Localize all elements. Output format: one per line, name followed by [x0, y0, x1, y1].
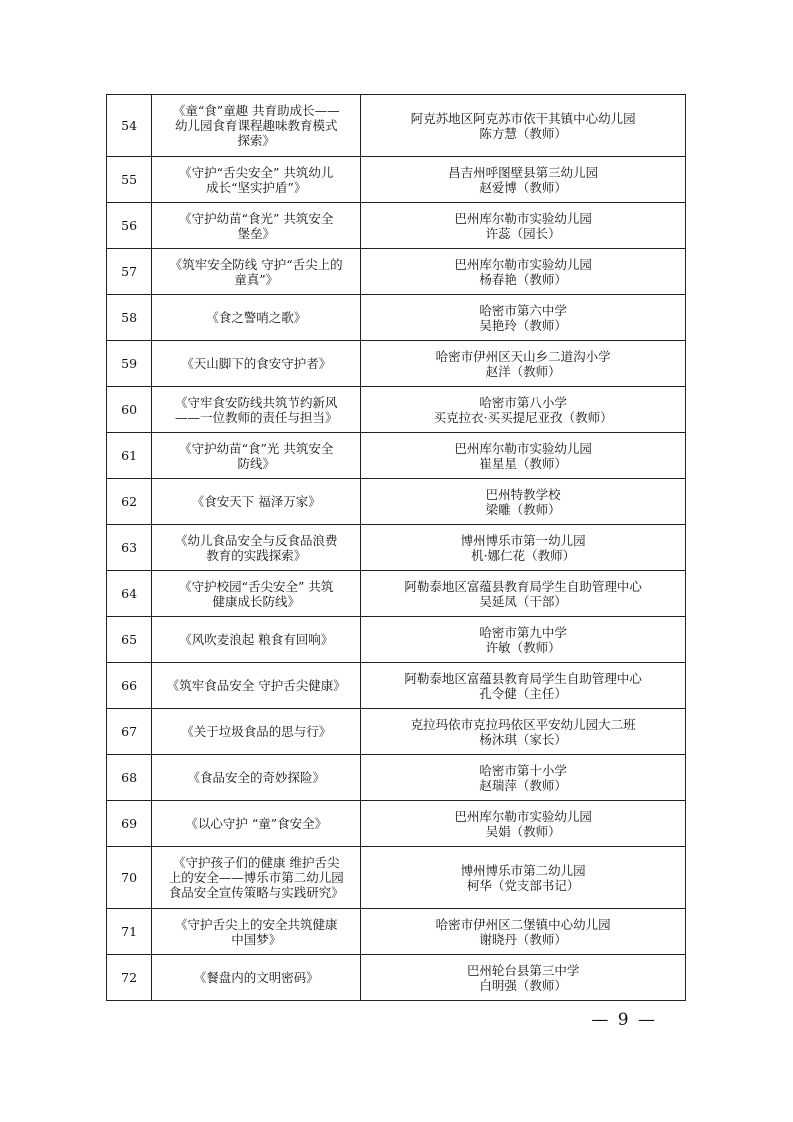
work-title-line: 《守护校园“舌尖安全” 共筑 [179, 578, 334, 594]
table-row [107, 341, 686, 387]
work-title-line: 成长“坚实护盾”》 [206, 179, 307, 195]
row-number: 56 [107, 203, 152, 249]
work-title-line: 《守护幼苗“食光” 共筑安全 [179, 210, 334, 226]
row-number: 61 [107, 433, 152, 479]
work-title-cell [152, 249, 361, 295]
table-row [107, 847, 686, 909]
awards-table-body [107, 95, 686, 1001]
table-row [107, 755, 686, 801]
work-title-line: 《守护孩子们的健康 维护舌尖 [172, 855, 340, 870]
author-name: 赵洋（教师） [485, 363, 561, 379]
unit-author-cell [361, 341, 686, 387]
work-title-line: 《守牢食安防线共筑节约新风 [174, 394, 338, 410]
unit-name: 博州博乐市第二幼儿园 [460, 862, 586, 878]
unit-name: 哈密市第六中学 [479, 302, 567, 318]
row-number: 72 [107, 955, 152, 1001]
unit-author-cell [361, 755, 686, 801]
author-name: 许敏（教师） [485, 639, 561, 655]
unit-name: 克拉玛依市克拉玛依区平安幼儿园大二班 [410, 716, 636, 732]
author-name: 柯华（党支部书记） [466, 877, 580, 893]
work-title-cell [152, 479, 361, 525]
work-title-line: 《守护舌尖上的安全共筑健康 [174, 916, 338, 932]
table-row [107, 709, 686, 755]
author-name: 陈方慧（教师） [479, 125, 567, 141]
author-name: 梁雕（教师） [485, 501, 561, 517]
author-name: 吴延凤（干部） [479, 593, 567, 609]
unit-author-cell [361, 617, 686, 663]
unit-name: 阿勒泰地区富蕴县教育局学生自助管理中心 [404, 670, 642, 686]
unit-author-cell [361, 295, 686, 341]
work-title-line: 探索》 [237, 133, 275, 148]
table-row [107, 571, 686, 617]
row-number: 71 [107, 909, 152, 955]
row-number: 66 [107, 663, 152, 709]
author-name: 孔令健（主任） [479, 685, 567, 701]
unit-author-cell [361, 433, 686, 479]
author-name: 赵瑞萍（教师） [479, 777, 567, 793]
unit-author-cell [361, 525, 686, 571]
unit-author-cell [361, 847, 686, 909]
work-title-line: 《食之警哨之歌》 [206, 310, 307, 325]
unit-name: 阿勒泰地区富蕴县教育局学生自助管理中心 [404, 578, 642, 594]
unit-name: 哈密市第八小学 [479, 394, 567, 410]
author-name: 赵爱博（教师） [479, 179, 567, 195]
row-number: 54 [107, 95, 152, 157]
work-title-cell [152, 341, 361, 387]
work-title-line: 《食安天下 福泽万家》 [191, 494, 321, 509]
work-title-line: 教育的实践探索》 [206, 547, 307, 563]
table-row [107, 387, 686, 433]
table-row [107, 479, 686, 525]
work-title-cell [152, 157, 361, 203]
work-title-line: 《关于垃圾食品的思与行》 [181, 724, 332, 739]
row-number: 68 [107, 755, 152, 801]
work-title-cell [152, 433, 361, 479]
awards-table-container [106, 94, 686, 1001]
work-title-cell [152, 847, 361, 909]
work-title-line: 《以心守护 “童”食安全》 [185, 816, 328, 831]
work-title-line: 《守护“舌尖安全” 共筑幼儿 [179, 164, 334, 180]
unit-name: 巴州库尔勒市实验幼儿园 [454, 256, 592, 272]
row-number: 64 [107, 571, 152, 617]
unit-author-cell [361, 157, 686, 203]
work-title-cell [152, 801, 361, 847]
unit-author-cell [361, 801, 686, 847]
work-title-line: 《童“食”童趣 共育助成长—— [172, 103, 340, 118]
work-title-line: 堡垒》 [237, 225, 275, 241]
work-title-line: ——一位教师的责任与担当》 [174, 409, 338, 425]
table-row [107, 801, 686, 847]
work-title-cell [152, 617, 361, 663]
table-row [107, 95, 686, 157]
work-title-line: 幼儿园食育课程趣味教育模式 [174, 118, 338, 133]
row-number: 60 [107, 387, 152, 433]
work-title-cell [152, 203, 361, 249]
unit-name: 昌吉州呼图壁县第三幼儿园 [448, 164, 599, 180]
author-name: 崔星星（教师） [479, 455, 567, 471]
work-title-cell [152, 571, 361, 617]
table-row [107, 663, 686, 709]
row-number: 63 [107, 525, 152, 571]
row-number: 65 [107, 617, 152, 663]
table-row [107, 249, 686, 295]
work-title-line: 《食品安全的奇妙探险》 [187, 770, 325, 785]
author-name: 吴娟（教师） [485, 823, 561, 839]
work-title-cell [152, 755, 361, 801]
table-row [107, 295, 686, 341]
row-number: 67 [107, 709, 152, 755]
work-title-line: 《守护幼苗“食”光 共筑安全 [179, 440, 334, 456]
unit-name: 巴州轮台县第三中学 [466, 962, 580, 978]
unit-name: 哈密市第九中学 [479, 624, 567, 640]
row-number: 55 [107, 157, 152, 203]
table-row [107, 617, 686, 663]
row-number: 59 [107, 341, 152, 387]
work-title-cell [152, 525, 361, 571]
work-title-line: 中国梦》 [231, 931, 282, 947]
unit-name: 哈密市伊州区二堡镇中心幼儿园 [435, 916, 611, 932]
table-row [107, 955, 686, 1001]
work-title-cell [152, 709, 361, 755]
unit-name: 阿克苏地区阿克苏市依干其镇中心幼儿园 [410, 110, 636, 126]
work-title-cell [152, 295, 361, 341]
unit-author-cell [361, 663, 686, 709]
author-name: 许蕊（园长） [485, 225, 561, 241]
awards-table [106, 94, 686, 1001]
table-row [107, 909, 686, 955]
table-row [107, 525, 686, 571]
work-title-line: 《筑牢安全防线 守护“舌尖上的 [169, 256, 343, 272]
unit-author-cell [361, 95, 686, 157]
work-title-line: 《风吹麦浪起 粮食有回响》 [179, 632, 334, 647]
unit-author-cell [361, 479, 686, 525]
author-name: 杨春艳（教师） [479, 271, 567, 287]
row-number: 62 [107, 479, 152, 525]
row-number: 70 [107, 847, 152, 909]
unit-name: 博州博乐市第一幼儿园 [460, 532, 586, 548]
work-title-cell [152, 909, 361, 955]
author-name: 谢晓丹（教师） [479, 931, 567, 947]
work-title-line: 上的安全——博乐市第二幼儿园 [168, 870, 344, 885]
unit-author-cell [361, 909, 686, 955]
row-number: 57 [107, 249, 152, 295]
work-title-line: 童真”》 [234, 271, 279, 287]
work-title-line: 《餐盘内的文明密码》 [193, 970, 319, 985]
author-name: 吴艳玲（教师） [479, 317, 567, 333]
unit-author-cell [361, 955, 686, 1001]
work-title-cell [152, 387, 361, 433]
author-name: 机·娜仁花（教师） [471, 547, 576, 563]
unit-name: 巴州特教学校 [485, 486, 561, 502]
work-title-line: 《筑牢食品安全 守护舌尖健康》 [166, 678, 346, 693]
table-row [107, 203, 686, 249]
author-name: 买克拉衣·买买提尼亚孜（教师） [433, 409, 613, 425]
work-title-cell [152, 663, 361, 709]
unit-author-cell [361, 571, 686, 617]
work-title-line: 《幼儿食品安全与反食品浪费 [174, 532, 338, 548]
work-title-line: 健康成长防线》 [212, 593, 300, 609]
unit-author-cell [361, 249, 686, 295]
table-row [107, 157, 686, 203]
work-title-cell [152, 955, 361, 1001]
work-title-line: 防线》 [237, 455, 275, 471]
table-row [107, 433, 686, 479]
unit-name: 巴州库尔勒市实验幼儿园 [454, 210, 592, 226]
row-number: 69 [107, 801, 152, 847]
unit-author-cell [361, 709, 686, 755]
unit-name: 巴州库尔勒市实验幼儿园 [454, 440, 592, 456]
unit-author-cell [361, 387, 686, 433]
author-name: 杨沐琪（家长） [479, 731, 567, 747]
author-name: 白明强（教师） [479, 977, 567, 993]
unit-author-cell [361, 203, 686, 249]
page-number: — 9 — [591, 1010, 657, 1030]
row-number: 58 [107, 295, 152, 341]
work-title-line: 《天山脚下的食安守护者》 [181, 356, 332, 371]
unit-name: 巴州库尔勒市实验幼儿园 [454, 808, 592, 824]
unit-name: 哈密市第十小学 [479, 762, 567, 778]
work-title-cell [152, 95, 361, 157]
unit-name: 哈密市伊州区天山乡二道沟小学 [435, 348, 611, 364]
work-title-line: 食品安全宣传策略与实践研究》 [168, 885, 344, 900]
